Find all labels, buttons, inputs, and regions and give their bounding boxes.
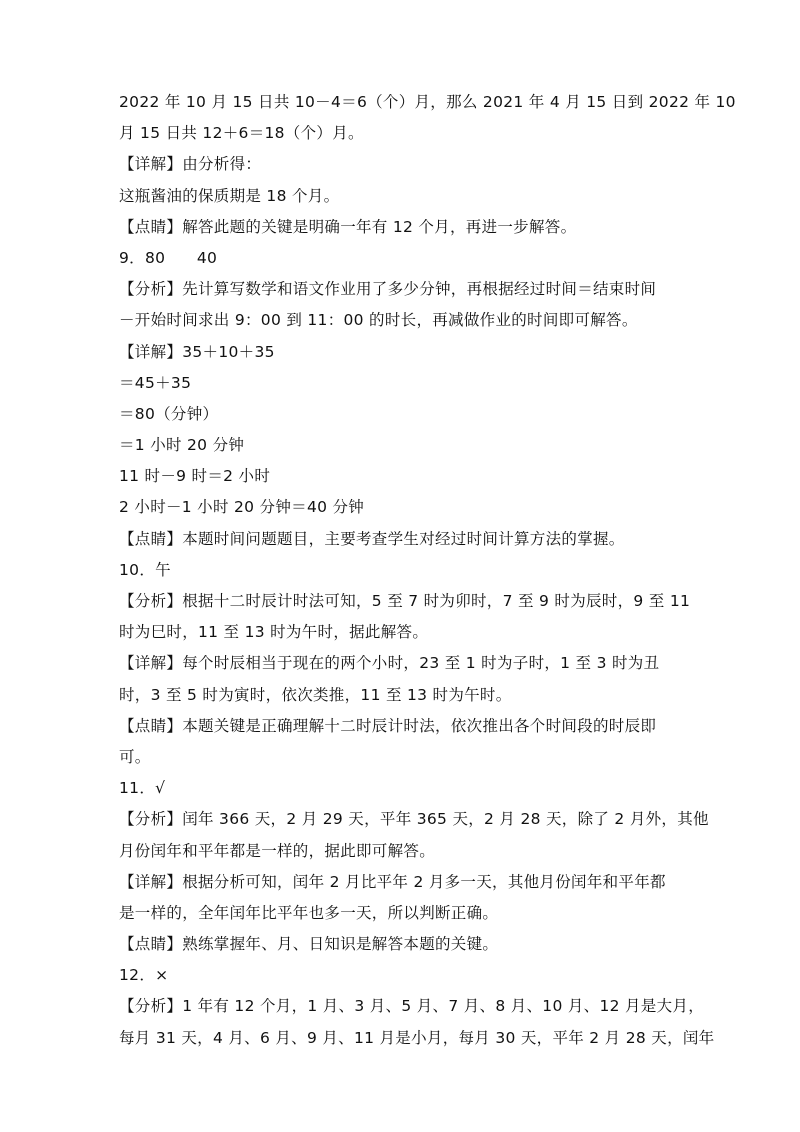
text-line: 【分析】先计算写数学和语文作业用了多少分钟，再根据经过时间＝结束时间 xyxy=(119,280,657,299)
text-line: 月 15 日共 12＋6＝18（个）月。 xyxy=(119,124,364,143)
text-line: 月份闰年和平年都是一样的，据此即可解答。 xyxy=(119,841,436,860)
text-line: 【点睛】本题关键是正确理解十二时辰计时法，依次推出各个时间段的时辰即 xyxy=(119,716,657,735)
question-10-answer: 10．午 xyxy=(119,560,171,579)
text-line: ＝80（分钟） xyxy=(119,404,219,423)
text-line: ＝1 小时 20 分钟 xyxy=(119,436,245,455)
question-11-answer: 11．√ xyxy=(119,779,166,798)
text-line: 时为巳时，11 至 13 时为午时，据此解答。 xyxy=(119,623,429,642)
text-line: 【点睛】熟练掌握年、月、日知识是解答本题的关键。 xyxy=(119,935,499,954)
text-line: 每月 31 天，4 月、6 月、9 月、11 月是小月，每月 30 天，平年 2 月 28 天，闰年 xyxy=(119,1028,715,1047)
text-line: 【分析】根据十二时辰计时法可知，5 至 7 时为卯时，7 至 9 时为辰时，9 至 11 xyxy=(119,592,691,610)
text-line: 这瓶酱油的保质期是 18 个月。 xyxy=(119,186,340,205)
text-line: 【详解】35＋10＋35 xyxy=(119,342,275,361)
text-line: 2022 年 10 月 15 日共 10－4＝6（个）月，那么 2021 年 4 月 15 日到 2022 年 10 xyxy=(119,93,736,111)
text-line: －开始时间求出 9：00 到 11：00 的时长，再减做作业的时间即可解答。 xyxy=(119,311,638,330)
text-line: 【分析】闰年 366 天，2 月 29 天，平年 365 天，2 月 28 天，除了 2 月外，其他 xyxy=(119,810,709,829)
text-line: 【详解】根据分析可知，闰年 2 月比平年 2 月多一天，其他月份闰年和平年都 xyxy=(119,872,666,891)
text-line: 【详解】每个时辰相当于现在的两个小时，23 至 1 时为子时，1 至 3 时为丑 xyxy=(119,654,660,673)
text-line: 【点睛】本题时间问题题目，主要考查学生对经过时间计算方法的掌握。 xyxy=(119,529,625,548)
question-9-answer: 9．80 40 xyxy=(119,248,218,267)
text-line: 【点睛】解答此题的关键是明确一年有 12 个月，再进一步解答。 xyxy=(119,217,577,236)
text-line: 11 时－9 时＝2 小时 xyxy=(119,467,271,486)
answer-text-block xyxy=(119,87,736,1054)
question-12-answer: 12．× xyxy=(119,966,169,985)
text-line: 【分析】1 年有 12 个月，1 月、3 月、5 月、7 月、8 月、10 月、12 月是大月， xyxy=(119,997,705,1016)
text-line: ＝45＋35 xyxy=(119,373,192,392)
text-line: 可。 xyxy=(119,747,151,766)
text-line: 时，3 至 5 时为寅时，依次类推，11 至 13 时为午时。 xyxy=(119,685,512,704)
text-line: 2 小时－1 小时 20 分钟＝40 分钟 xyxy=(119,498,365,517)
text-line: 【详解】由分析得： xyxy=(119,155,262,174)
text-line: 是一样的，全年闰年比平年也多一天，所以判断正确。 xyxy=(119,903,499,922)
